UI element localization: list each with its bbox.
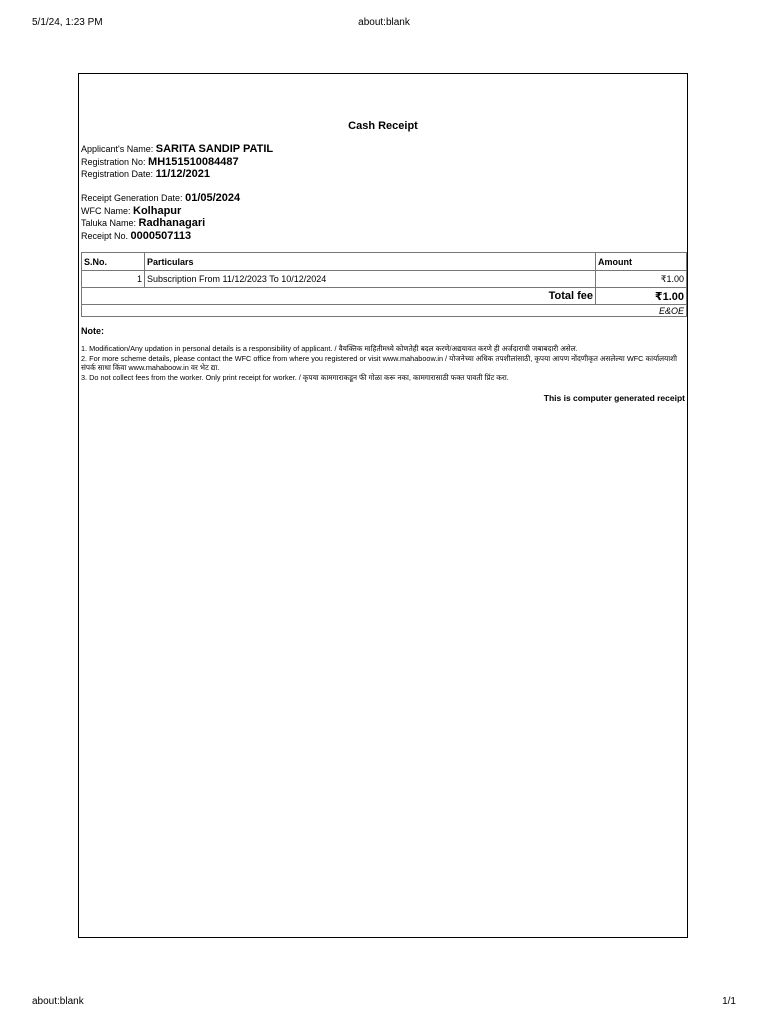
receipt-info bbox=[81, 192, 240, 242]
receipt-generation-date: 01/05/2024 bbox=[185, 192, 241, 204]
applicant-name-label: Applicant's Name: bbox=[81, 144, 154, 154]
fees-table bbox=[81, 252, 687, 317]
row-particulars: Subscription From 11/12/2023 To 10/12/2024 bbox=[145, 271, 596, 288]
computer-generated-text: This is computer generated receipt bbox=[543, 393, 685, 403]
print-url: about:blank bbox=[32, 996, 84, 1007]
note-item: 2. For more scheme details, please contact the WFC office from where you registered or visit www.mahaboow.in / योजनेच्या अधिक तपशीलांसाठी, कृपया आपण नोंदणीकृत असलेल्या WFC कार्यालयाशी संपर्क साधा किंवा www.mahaboow.in वर भेट द्या. bbox=[81, 353, 678, 372]
registration-date-label: Registration Date: bbox=[81, 169, 154, 179]
registration-no: MH151510084487 bbox=[148, 155, 239, 168]
registration-no-label: Registration No: bbox=[81, 156, 146, 167]
table-row bbox=[82, 271, 687, 288]
wfc-name-label: WFC Name: bbox=[81, 205, 131, 216]
applicant-name-row bbox=[81, 143, 273, 156]
eoe-row bbox=[82, 305, 687, 317]
registration-date: 11/12/2021 bbox=[155, 168, 211, 180]
print-page-title: about:blank bbox=[358, 17, 410, 28]
receipt-no-label: Receipt No. bbox=[81, 230, 129, 241]
receipt-title: Cash Receipt bbox=[348, 120, 418, 132]
cash-receipt bbox=[78, 73, 688, 938]
header-amount: Amount bbox=[596, 253, 687, 271]
header-particulars: Particulars bbox=[145, 253, 596, 271]
receipt-no: 0000507113 bbox=[130, 229, 192, 242]
header-sno: S.No. bbox=[82, 253, 145, 271]
table-header-row bbox=[82, 253, 687, 271]
note-item: 3. Do not collect fees from the worker. Only print receipt for worker. / कृपया कामगाराकडून फी गोळा करू नका, कामगारासाठी फक्त पावती प्रिंट करा. bbox=[81, 372, 509, 382]
row-sno: 1 bbox=[82, 271, 145, 288]
receipt-no-row bbox=[81, 230, 240, 243]
note-item: 1. Modification/Any updation in personal details is a responsibility of applicant. / वैयक्तिक माहितीमध्ये कोणतेही बदल करणे/अद्ययावत करणे ही अर्जदाराची जबाबदारी असेल. bbox=[81, 344, 578, 353]
receipt-generation-date-label: Receipt Generation Date: bbox=[81, 193, 183, 203]
total-fee-label: Total fee bbox=[82, 288, 596, 305]
registration-no-row bbox=[81, 156, 273, 169]
applicant-info bbox=[81, 143, 273, 181]
eoe-label: E&OE bbox=[82, 305, 687, 317]
print-datetime: 5/1/24, 1:23 PM bbox=[32, 17, 103, 28]
note-title: Note: bbox=[81, 326, 104, 336]
taluka-name: Radhanagari bbox=[138, 217, 206, 229]
taluka-name-label: Taluka Name: bbox=[81, 218, 137, 228]
notes-list bbox=[81, 344, 685, 382]
wfc-name-row bbox=[81, 205, 240, 218]
receipt-generation-date-row bbox=[81, 192, 240, 205]
total-row bbox=[82, 288, 687, 305]
wfc-name: Kolhapur bbox=[133, 204, 182, 217]
applicant-name: SARITA SANDIP PATIL bbox=[155, 143, 274, 155]
print-page-count: 1/1 bbox=[722, 996, 736, 1007]
row-amount: ₹1.00 bbox=[596, 271, 687, 288]
total-fee-value: ₹1.00 bbox=[596, 288, 687, 305]
taluka-name-row bbox=[81, 217, 240, 230]
registration-date-row bbox=[81, 168, 273, 181]
